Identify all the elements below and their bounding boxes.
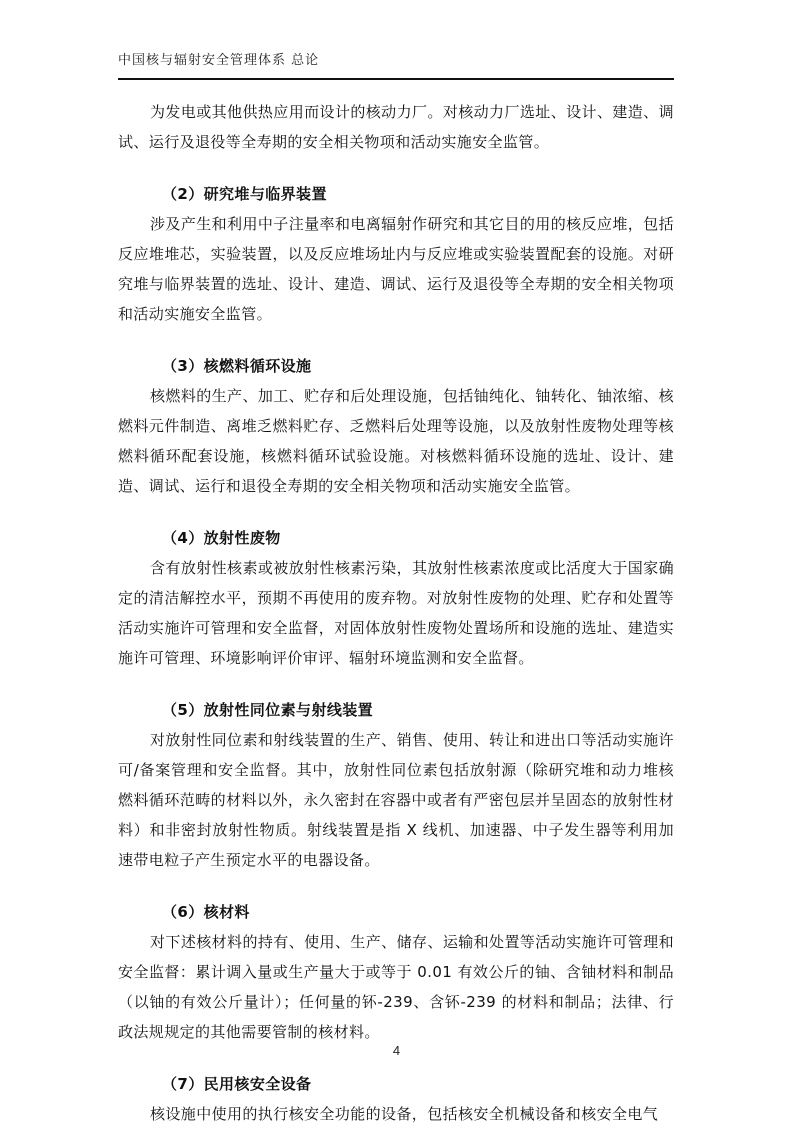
running-header: 中国核与辐射安全管理体系 总论 xyxy=(118,53,320,68)
section-isotopes-and-ray-devices xyxy=(118,695,674,875)
section-nuclear-materials xyxy=(118,897,674,1047)
section-heading: （5）放射性同位素与射线装置 xyxy=(162,701,374,719)
section-paragraph: 对下述核材料的持有、使用、生产、储存、运输和处置等活动实施许可管理和安全监督：累计调入量或生产量大于或等于 0.01 有效公斤的铀、含铀材料和制品（以铀的有效公斤量计）；任何量的钚-239、含钚-239 的材料和制品；法律、行政法规规定的其他需要管制的核材料。 xyxy=(118,933,674,1041)
section-radioactive-waste xyxy=(118,523,674,673)
section-research-reactor xyxy=(118,179,674,329)
section-heading: （7）民用核安全设备 xyxy=(162,1075,312,1093)
section-paragraph: 核燃料的生产、加工、贮存和后处理设施，包括铀纯化、铀转化、铀浓缩、核燃料元件制造、离堆乏燃料贮存、乏燃料后处理等设施，以及放射性废物处理等核燃料循环配套设施，核燃料循环试验设施。对核燃料循环设施的选址、设计、建造、调试、运行和退役全寿期的安全相关物项和活动实施安全监管。 xyxy=(118,387,674,495)
section-heading: （2）研究堆与临界装置 xyxy=(162,185,327,203)
header-rule xyxy=(118,78,674,80)
section-heading: （3）核燃料循环设施 xyxy=(162,357,312,375)
page-content xyxy=(118,97,674,1129)
section-paragraph: 含有放射性核素或被放射性核素污染，其放射性核素浓度或比活度大于国家确定的清洁解控水平，预期不再使用的废弃物。对放射性废物的处理、贮存和处置等活动实施许可管理和安全监督，对固体放射性废物处置场所和设施的选址、建造实施许可管理、环境影响评价审评、辐射环境监测和安全监督。 xyxy=(118,559,674,667)
section-heading: （6）核材料 xyxy=(162,903,250,921)
section-heading: （4）放射性废物 xyxy=(162,529,281,547)
section-fuel-cycle-facilities xyxy=(118,351,674,501)
section-civil-nuclear-safety-equipment xyxy=(118,1069,674,1129)
section-paragraph: 涉及产生和利用中子注量率和电离辐射作研究和其它目的用的核反应堆，包括反应堆堆芯，实验装置，以及反应堆场址内与反应堆或实验装置配套的设施。对研究堆与临界装置的选址、设计、建造、调试、运行及退役等全寿期的安全相关物项和活动实施安全监管。 xyxy=(118,215,674,323)
section-paragraph: 为发电或其他供热应用而设计的核动力厂。对核动力厂选址、设计、建造、调试、运行及退役等全寿期的安全相关物项和活动实施安全监管。 xyxy=(118,103,674,151)
page-number: 4 xyxy=(392,1043,401,1058)
section-nuclear-power-plant xyxy=(118,97,674,157)
section-paragraph: 核设施中使用的执行核安全功能的设备，包括核安全机械设备和核安全电气 xyxy=(150,1105,659,1123)
section-paragraph: 对放射性同位素和射线装置的生产、销售、使用、转让和进出口等活动实施许可/备案管理和安全监督。其中，放射性同位素包括放射源（除研究堆和动力堆核燃料循环范畴的材料以外，永久密封在容器中或者有严密包层并呈固态的放射性材料）和非密封放射性物质。射线装置是指 X 线机、加速器、中子发生器等利用加速带电粒子产生预定水平的电器设备。 xyxy=(118,731,674,869)
